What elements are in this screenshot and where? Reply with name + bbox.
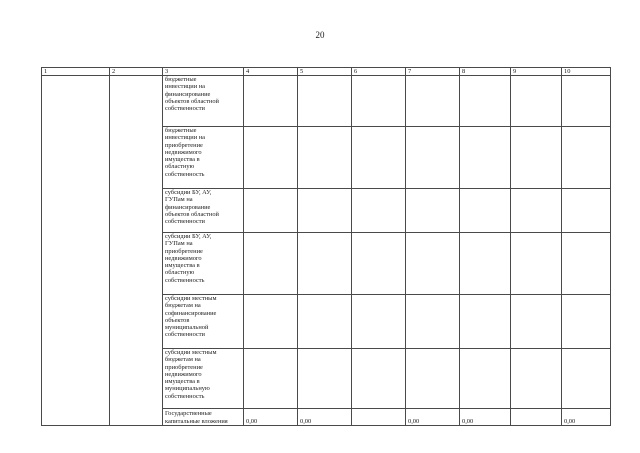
row-label: субсидии БУ, АУ, ГУПам на приобретение недвижимого имущества в областную собственность bbox=[163, 233, 244, 295]
total-label: Государственные капитальные вложения bbox=[163, 409, 244, 426]
investment-table bbox=[41, 67, 611, 426]
column-header: 2 bbox=[110, 68, 163, 76]
total-value-col10: 0,00 bbox=[562, 409, 611, 426]
table-row bbox=[42, 76, 611, 127]
column-header: 4 bbox=[244, 68, 298, 76]
column-header: 10 bbox=[562, 68, 611, 76]
column-header: 1 bbox=[42, 68, 110, 76]
column-header: 8 bbox=[460, 68, 511, 76]
merged-cell-col2 bbox=[110, 76, 163, 426]
total-value-col8: 0,00 bbox=[460, 409, 511, 426]
column-header: 3 bbox=[163, 68, 244, 76]
column-header: 6 bbox=[352, 68, 406, 76]
column-header: 9 bbox=[511, 68, 562, 76]
total-value-col5: 0,00 bbox=[298, 409, 352, 426]
header-row bbox=[42, 68, 611, 76]
column-header: 5 bbox=[298, 68, 352, 76]
row-label: субсидии местным бюджетам на приобретение недвижимого имущества в муниципальную собственность bbox=[163, 349, 244, 409]
total-value-col4: 0,00 bbox=[244, 409, 298, 426]
total-value-col9 bbox=[511, 409, 562, 426]
row-label: бюджетные инвестиции на приобретение недвижимого имущества в областную собственность bbox=[163, 127, 244, 189]
row-label: субсидии местным бюджетам на софинансирование объектов муниципальной собственности bbox=[163, 295, 244, 349]
row-label: субсидии БУ, АУ, ГУПам на финансирование объектов областной собственности bbox=[163, 189, 244, 233]
column-header: 7 bbox=[406, 68, 460, 76]
total-value-col7: 0,00 bbox=[406, 409, 460, 426]
total-value-col6 bbox=[352, 409, 406, 426]
merged-cell-col1 bbox=[42, 76, 110, 426]
page-number: 20 bbox=[315, 30, 325, 40]
row-label: бюджетные инвестиции на финансирование объектов областной собственности bbox=[163, 76, 244, 127]
